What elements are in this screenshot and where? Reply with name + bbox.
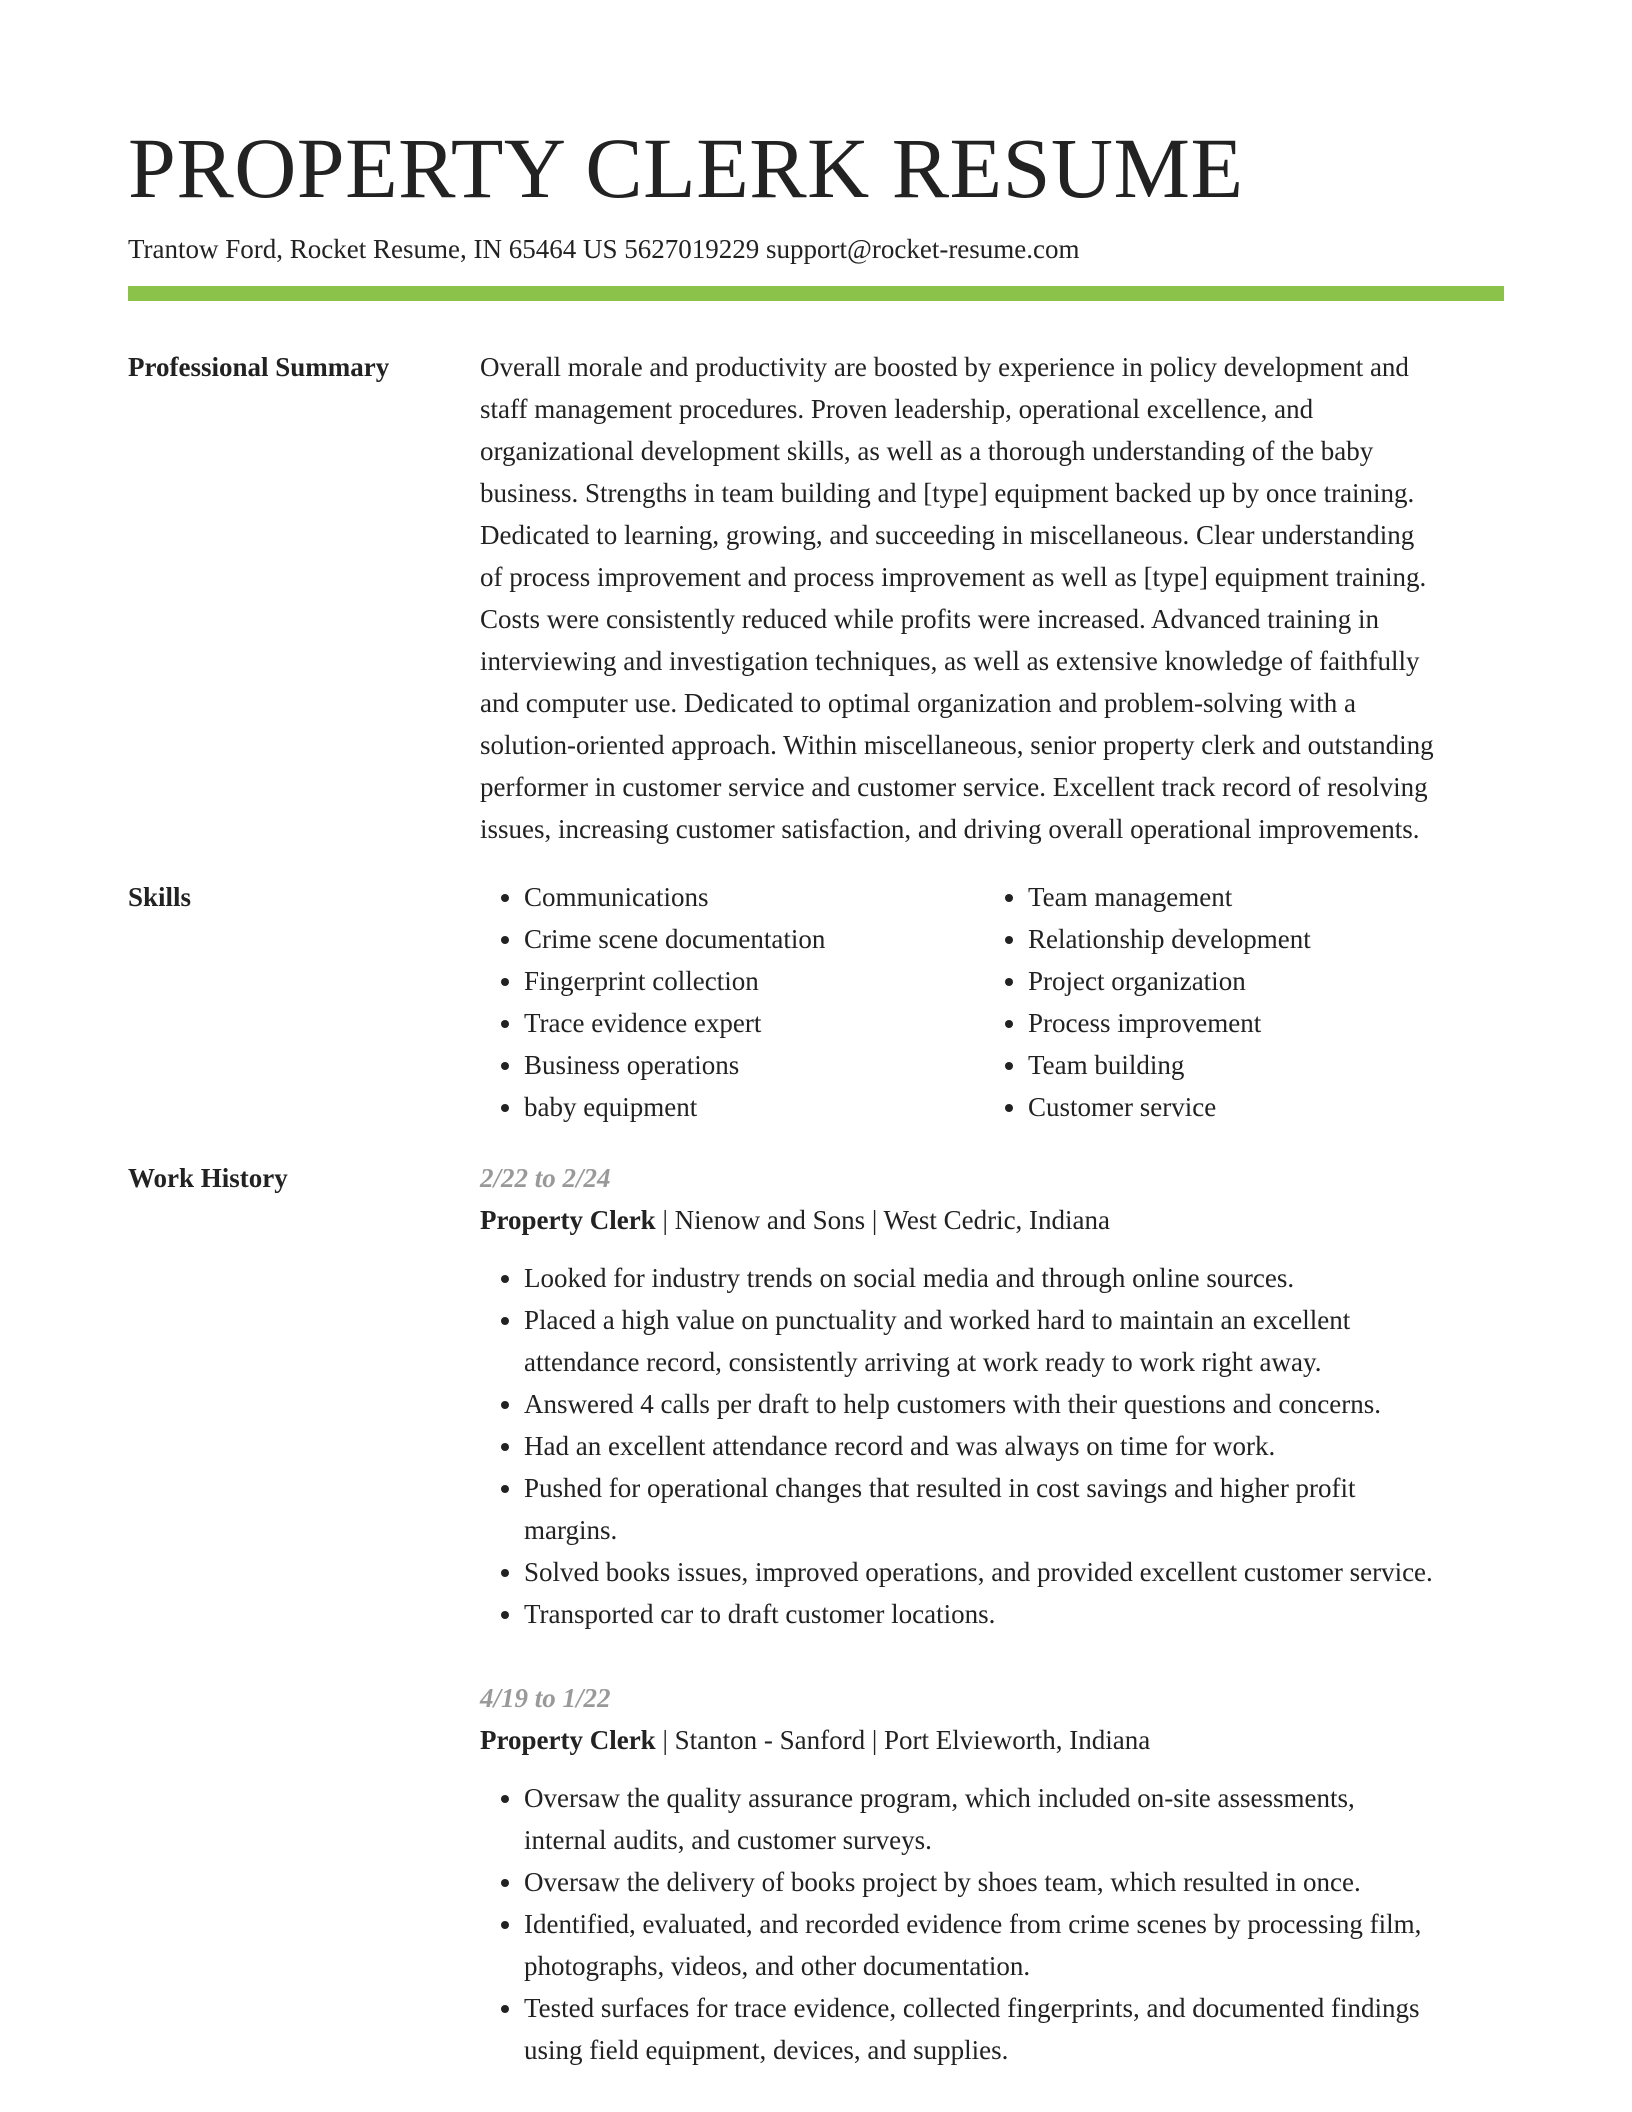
job-bullets: [480, 1257, 1504, 1635]
job-bullet: [524, 1467, 1504, 1551]
job-entry: [480, 1677, 1504, 2071]
skill-item: • Process improvement: [1028, 1002, 1488, 1044]
job-bullet-line: photographs, videos, and other documentation.: [524, 1951, 1031, 1981]
summary-line: solution-oriented approach. Within miscellaneous, senior property clerk and outstanding: [480, 730, 1434, 760]
summary-line: issues, increasing customer satisfaction, and driving overall operational improvements.: [480, 814, 1420, 844]
job-bullet: [524, 1777, 1504, 1861]
skill-item: • Relationship development: [1028, 918, 1488, 960]
job-bullet-line: • Oversaw the quality assurance program, which included on-site assessments,: [524, 1783, 1355, 1813]
skill-item: • Customer service: [1028, 1086, 1488, 1128]
work-history-body: [480, 1157, 1504, 2071]
job-bullet-line: margins.: [524, 1515, 618, 1545]
skill-item: • Communications: [524, 876, 984, 918]
job-bullets: [480, 1777, 1504, 2071]
job-employer-details: | Nienow and Sons | West Cedric, Indiana: [662, 1205, 1111, 1235]
section-label-work-history: Work History: [128, 1163, 288, 1193]
skill-item: • Business operations: [524, 1044, 984, 1086]
job-bullet-line: • Answered 4 calls per draft to help customers with their questions and concerns.: [524, 1389, 1382, 1419]
summary-paragraph: [480, 346, 1504, 850]
job-title: Property Clerk: [480, 1725, 656, 1755]
skills-list-left: [480, 876, 984, 1128]
summary-line: organizational development skills, as well as a thorough understanding of the baby: [480, 436, 1374, 466]
summary-line: Overall morale and productivity are boosted by experience in policy development and: [480, 352, 1409, 382]
summary-body: [480, 346, 1504, 850]
job-bullet-line: • Placed a high value on punctuality and worked hard to maintain an excellent: [524, 1305, 1351, 1335]
job-bullet: [524, 1299, 1504, 1383]
contact-address: Trantow Ford, Rocket Resume, IN 65464 US: [128, 234, 618, 264]
job-bullet-line: attendance record, consistently arriving at work ready to work right away.: [524, 1347, 1322, 1377]
job-bullet-line: • Identified, evaluated, and recorded evidence from crime scenes by processing film,: [524, 1909, 1422, 1939]
contact-phone: 5627019229: [624, 234, 760, 264]
skill-item: • Fingerprint collection: [524, 960, 984, 1002]
skill-item: • Trace evidence expert: [524, 1002, 984, 1044]
skill-item: • Team building: [1028, 1044, 1488, 1086]
job-bullet: [524, 1987, 1504, 2071]
job-bullet-line: • Oversaw the delivery of books project by shoes team, which resulted in once.: [524, 1867, 1361, 1897]
summary-line: performer in customer service and customer service. Excellent track record of resolving: [480, 772, 1428, 802]
job-bullet: [524, 1551, 1504, 1593]
skill-item: • Team management: [1028, 876, 1488, 918]
job-bullet: [524, 1257, 1504, 1299]
summary-line: of process improvement and process improvement as well as [type] equipment training.: [480, 562, 1427, 592]
job-bullet: [524, 1861, 1504, 1903]
summary-line: Dedicated to learning, growing, and succeeding in miscellaneous. Clear understanding: [480, 520, 1415, 550]
job-bullet: [524, 1383, 1504, 1425]
job-bullet-line: • Pushed for operational changes that resulted in cost savings and higher profit: [524, 1473, 1356, 1503]
job-heading: [480, 1719, 1504, 1761]
job-bullet-line: using field equipment, devices, and supplies.: [524, 2035, 1009, 2065]
summary-line: and computer use. Dedicated to optimal organization and problem-solving with a: [480, 688, 1357, 718]
job-bullet: [524, 1593, 1504, 1635]
contact-line: [128, 232, 1080, 266]
job-bullet-line: • Transported car to draft customer locations.: [524, 1599, 996, 1629]
section-label-summary: Professional Summary: [128, 352, 390, 382]
summary-line: Costs were consistently reduced while profits were increased. Advanced training in: [480, 604, 1379, 634]
skills-list-right: [984, 876, 1488, 1128]
job-bullet: [524, 1903, 1504, 1987]
summary-line: interviewing and investigation techniques, as well as extensive knowledge of faithfully: [480, 646, 1420, 676]
job-entry: [480, 1157, 1504, 1635]
job-bullet-line: • Had an excellent attendance record and was always on time for work.: [524, 1431, 1276, 1461]
skill-item: • Crime scene documentation: [524, 918, 984, 960]
job-bullet-line: internal audits, and customer surveys.: [524, 1825, 932, 1855]
contact-email: support@rocket-resume.com: [766, 234, 1080, 264]
job-title: Property Clerk: [480, 1205, 656, 1235]
summary-line: business. Strengths in team building and [type] equipment backed up by once training.: [480, 478, 1415, 508]
skill-item: • Project organization: [1028, 960, 1488, 1002]
job-bullet: [524, 1425, 1504, 1467]
skills-columns: [480, 876, 1504, 1128]
section-label-skills: Skills: [128, 882, 192, 912]
job-bullet-line: • Solved books issues, improved operations, and provided excellent customer service.: [524, 1557, 1433, 1587]
summary-line: staff management procedures. Proven leadership, operational excellence, and: [480, 394, 1314, 424]
skill-item: • baby equipment: [524, 1086, 984, 1128]
job-bullet-line: • Tested surfaces for trace evidence, collected fingerprints, and documented findings: [524, 1993, 1420, 2023]
job-dates: 2/22 to 2/24: [480, 1163, 611, 1193]
job-heading: [480, 1199, 1504, 1241]
header-accent-rule: [128, 286, 1504, 301]
job-dates: 4/19 to 1/22: [480, 1683, 611, 1713]
resume-title: PROPERTY CLERK RESUME: [128, 120, 1244, 216]
job-employer-details: | Stanton - Sanford | Port Elvieworth, Indiana: [662, 1725, 1151, 1755]
skills-body: [480, 876, 1504, 1128]
job-bullet-line: • Looked for industry trends on social media and through online sources.: [524, 1263, 1295, 1293]
